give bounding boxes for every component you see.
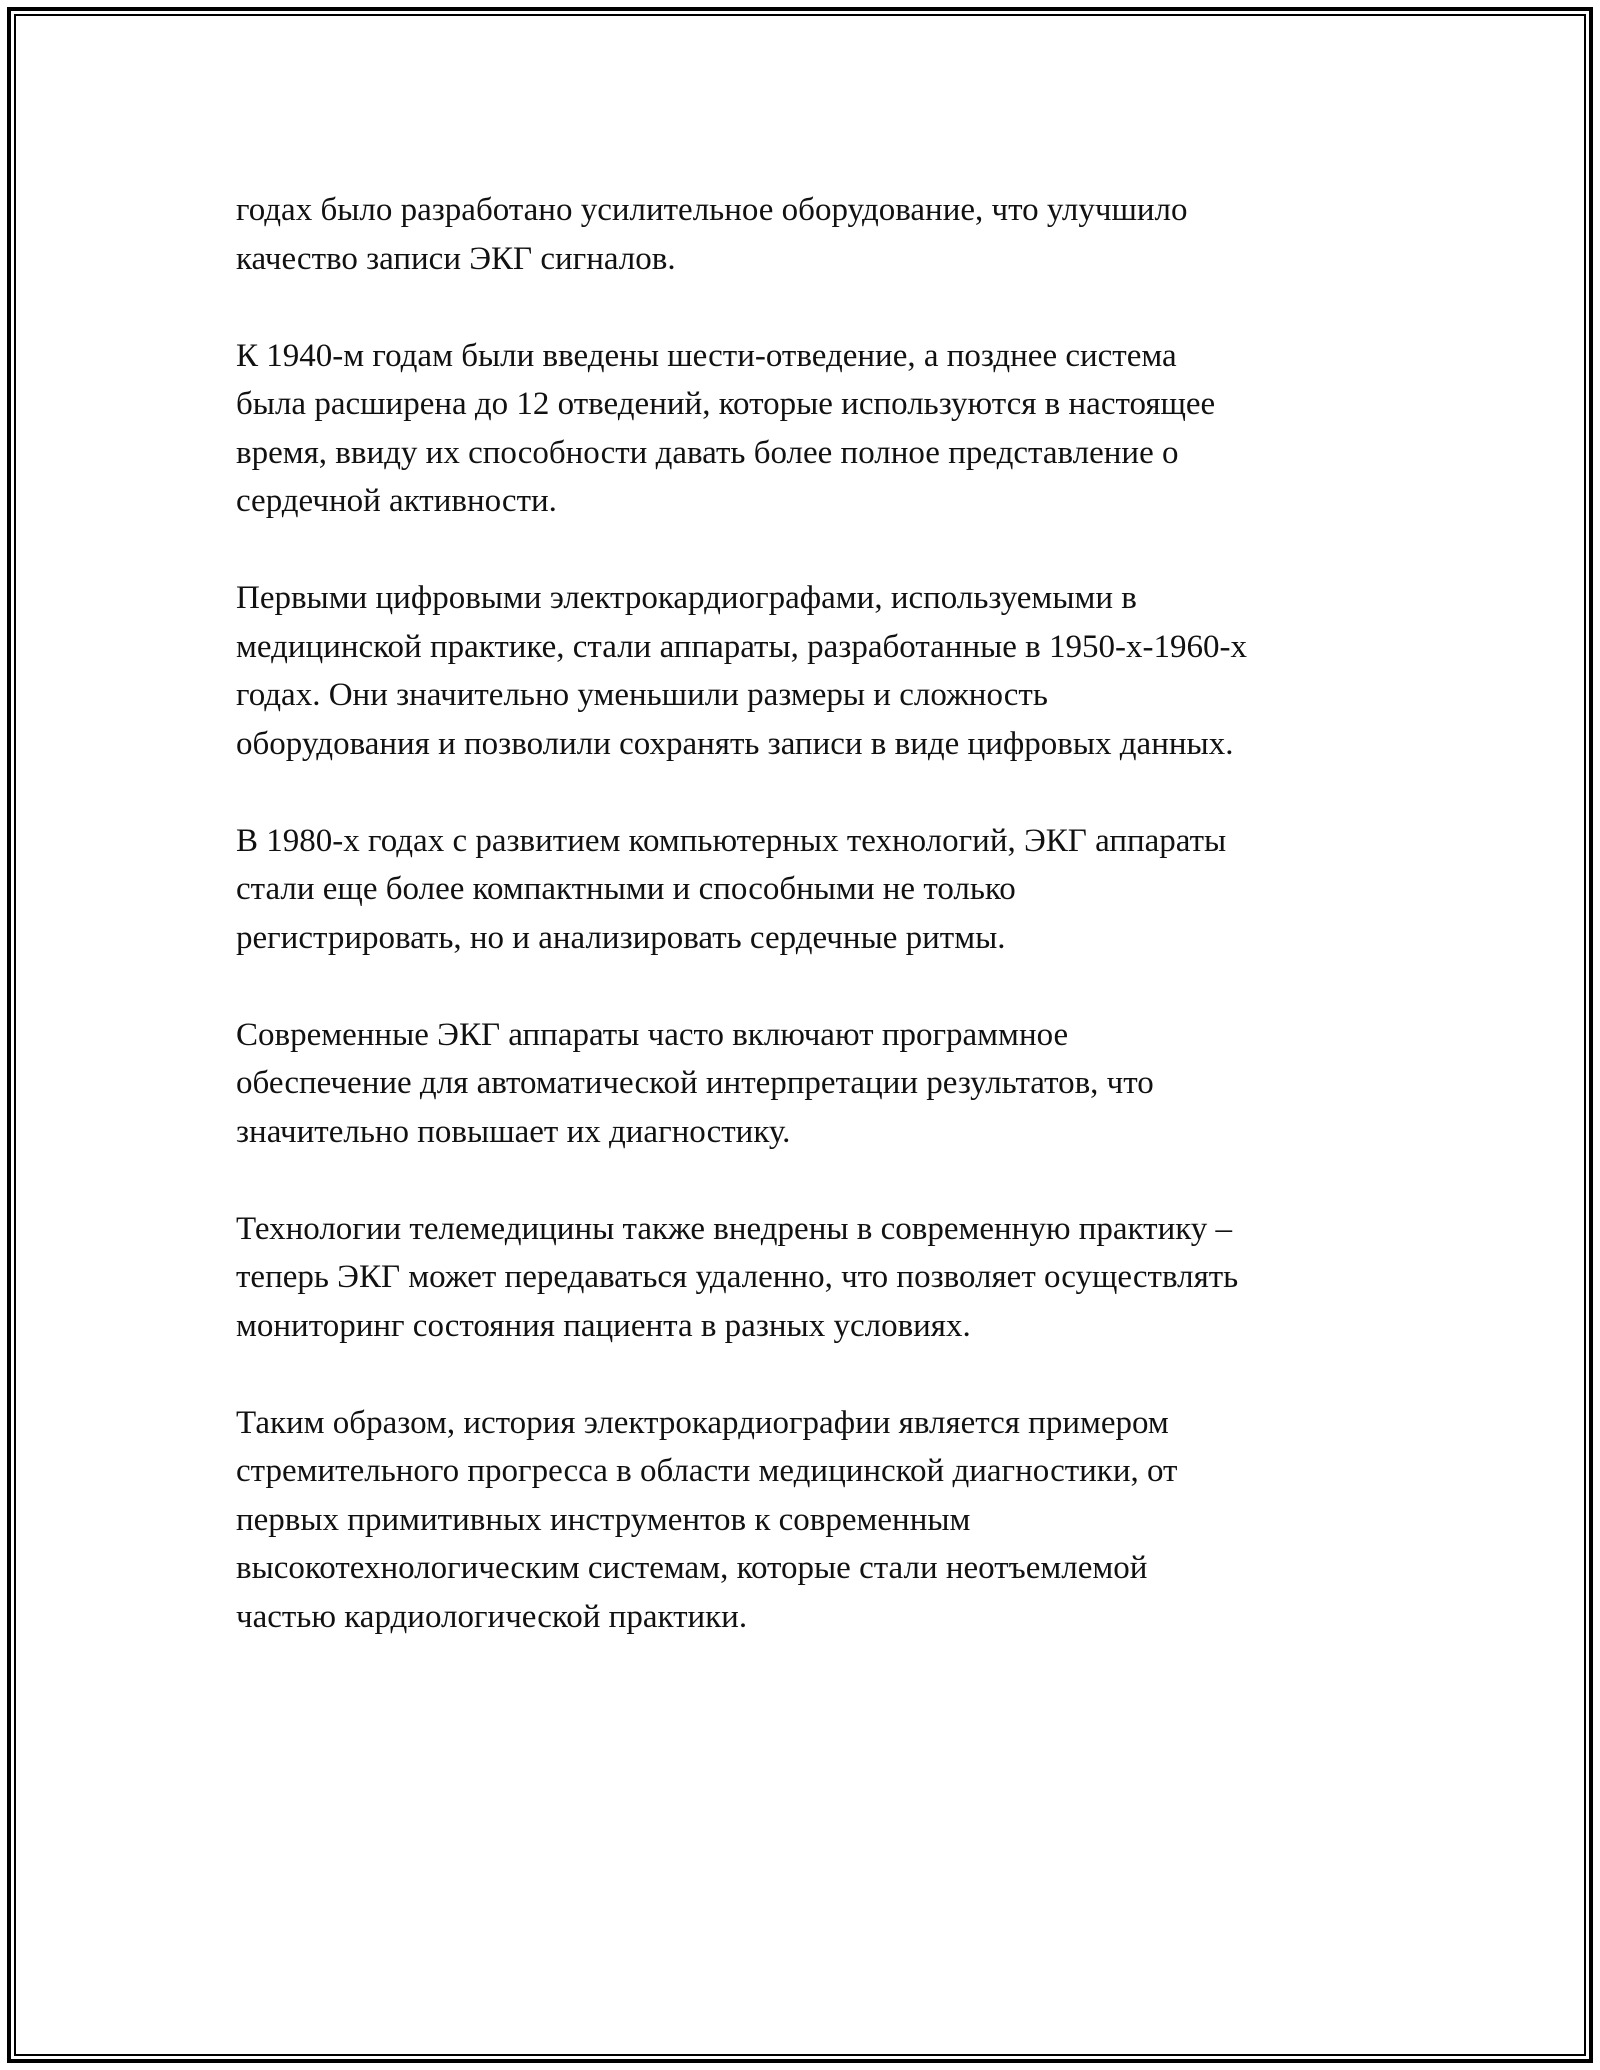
text-line: годах. Они значительно уменьшили размеры и сложность: [236, 677, 1048, 713]
paragraph-5: [236, 1011, 1416, 1157]
paragraph-2: [236, 332, 1416, 526]
text-line: высокотехнологическим системам, которые стали неотъемлемой: [236, 1550, 1148, 1586]
text-line: Таким образом, история электрокардиографии является примером: [236, 1404, 1169, 1441]
text-line: стали еще более компактными и способными не только: [236, 871, 1016, 907]
text-line: сердечной активности.: [236, 483, 557, 519]
text-line: оборудования и позволили сохранять записи в виде цифровых данных.: [236, 725, 1234, 762]
text-line: стремительного прогресса в области медицинской диагностики, от: [236, 1453, 1178, 1489]
text-line: обеспечение для автоматической интерпретации результатов, что: [236, 1065, 1154, 1101]
text-line: В 1980-х годах с развитием компьютерных технологий, ЭКГ аппараты: [236, 822, 1227, 859]
paragraph-1: [236, 186, 1416, 283]
text-line: мониторинг состояния пациента в разных условиях.: [236, 1307, 971, 1344]
text-line: годах было разработано усилительное оборудование, что улучшило: [236, 192, 1188, 228]
document-body: [236, 186, 1416, 1690]
text-line: значительно повышает их диагностику.: [236, 1113, 791, 1150]
text-line: частью кардиологической практики.: [236, 1598, 748, 1635]
text-line: Технологии телемедицины также внедрены в современную практику –: [236, 1210, 1233, 1247]
text-line: качество записи ЭКГ сигналов.: [236, 240, 676, 277]
paragraph-3: [236, 574, 1416, 768]
paragraph-4: [236, 817, 1416, 963]
text-line: медицинской практике, стали аппараты, разработанные в 1950-х-1960-х: [236, 628, 1247, 665]
text-line: Современные ЭКГ аппараты часто включают программное: [236, 1016, 1069, 1053]
paragraph-6: [236, 1205, 1416, 1351]
text-line: время, ввиду их способности давать более полное представление о: [236, 434, 1179, 471]
paragraph-7: [236, 1399, 1416, 1642]
text-line: первых примитивных инструментов к современным: [236, 1501, 971, 1538]
text-line: К 1940-м годам были введены шести-отведение, а позднее система: [236, 337, 1177, 374]
text-line: теперь ЭКГ может передаваться удаленно, что позволяет осуществлять: [236, 1259, 1239, 1295]
text-line: Первыми цифровыми электрокардиографами, используемыми в: [236, 580, 1137, 616]
text-line: была расширена до 12 отведений, которые используются в настоящее: [236, 386, 1216, 422]
text-line: регистрировать, но и анализировать сердечные ритмы.: [236, 919, 1006, 956]
